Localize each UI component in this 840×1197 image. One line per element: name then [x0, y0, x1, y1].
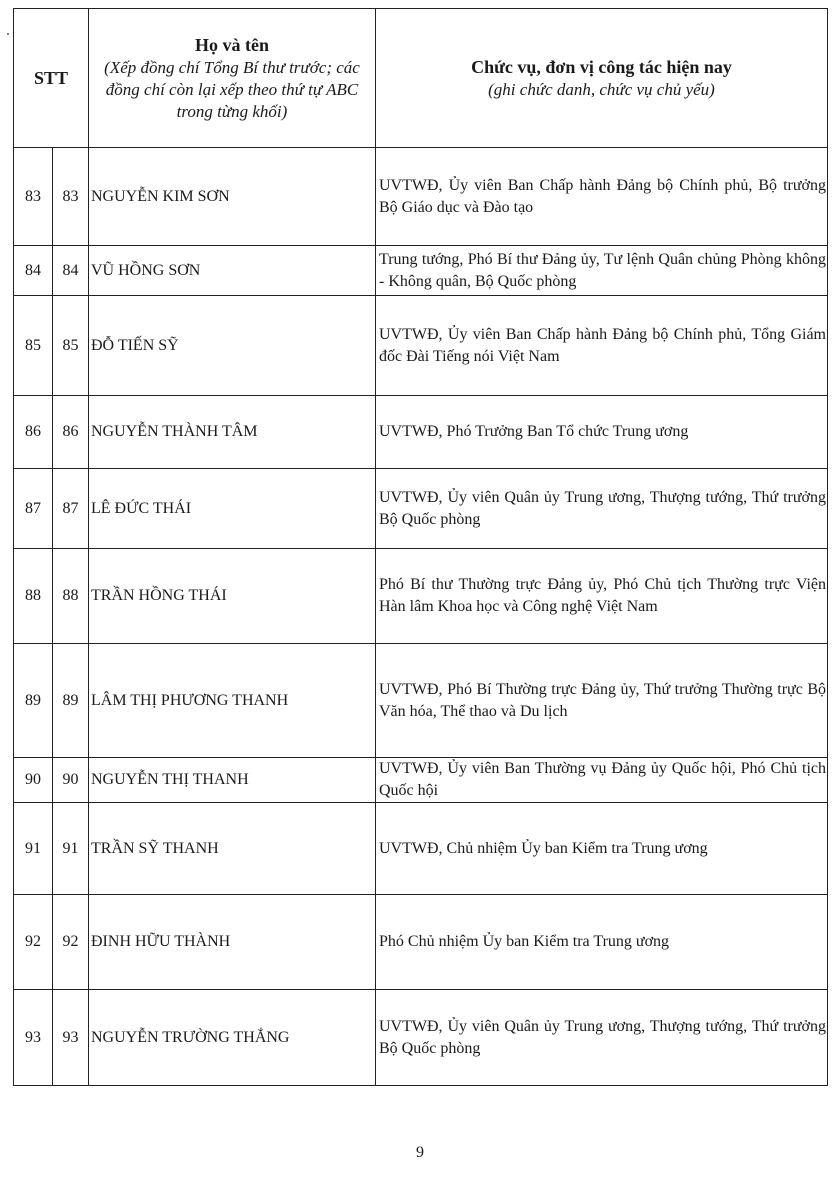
row-sub-index: 85: [53, 296, 89, 396]
person-name: TRẦN SỸ THANH: [89, 803, 376, 895]
person-position: Trung tướng, Phó Bí thư Đảng ủy, Tư lệnh Quân chủng Phòng không - Không quân, Bộ Quốc phòng: [376, 246, 828, 296]
row-index: 87: [14, 469, 53, 549]
person-name: LÊ ĐỨC THÁI: [89, 469, 376, 549]
row-sub-index: 93: [53, 990, 89, 1086]
row-sub-index: 83: [53, 148, 89, 246]
person-name: ĐINH HỮU THÀNH: [89, 895, 376, 990]
row-sub-index: 84: [53, 246, 89, 296]
header-stt: STT: [14, 9, 89, 148]
person-name: NGUYỄN KIM SƠN: [89, 148, 376, 246]
row-sub-index: 86: [53, 396, 89, 469]
row-sub-index: 90: [53, 758, 89, 803]
row-sub-index: 92: [53, 895, 89, 990]
row-index: 92: [14, 895, 53, 990]
header-name-note: (Xếp đồng chí Tổng Bí thư trước; các đồng chí còn lại xếp theo thứ tự ABC trong từng khối): [104, 58, 360, 121]
table-row: [14, 549, 828, 644]
row-sub-index: 88: [53, 549, 89, 644]
table-row: [14, 895, 828, 990]
person-position: Phó Chủ nhiệm Ủy ban Kiểm tra Trung ương: [376, 895, 828, 990]
row-index: 84: [14, 246, 53, 296]
table-row: [14, 396, 828, 469]
person-position: UVTWĐ, Ủy viên Quân ủy Trung ương, Thượng tướng, Thứ trưởng Bộ Quốc phòng: [376, 469, 828, 549]
table-row: [14, 148, 828, 246]
header-position: [376, 9, 828, 148]
row-index: 88: [14, 549, 53, 644]
person-name: NGUYỄN TRƯỜNG THẮNG: [89, 990, 376, 1086]
table-row: [14, 758, 828, 803]
table-row: [14, 990, 828, 1086]
person-position: UVTWĐ, Phó Bí Thường trực Đảng ủy, Thứ trưởng Thường trực Bộ Văn hóa, Thể thao và Du lịch: [376, 644, 828, 758]
person-position: UVTWĐ, Ủy viên Ban Thường vụ Đảng ủy Quốc hội, Phó Chủ tịch Quốc hội: [376, 758, 828, 803]
person-position: UVTWĐ, Chủ nhiệm Ủy ban Kiểm tra Trung ương: [376, 803, 828, 895]
row-sub-index: 89: [53, 644, 89, 758]
person-name: ĐỖ TIẾN SỸ: [89, 296, 376, 396]
row-index: 93: [14, 990, 53, 1086]
table-row: [14, 296, 828, 396]
row-index: 90: [14, 758, 53, 803]
person-name: NGUYỄN THỊ THANH: [89, 758, 376, 803]
table-row: [14, 246, 828, 296]
person-name: NGUYỄN THÀNH TÂM: [89, 396, 376, 469]
table-row: [14, 803, 828, 895]
table-header-row: [14, 9, 828, 148]
row-sub-index: 87: [53, 469, 89, 549]
person-position: UVTWĐ, Ủy viên Quân ủy Trung ương, Thượng tướng, Thứ trưởng Bộ Quốc phòng: [376, 990, 828, 1086]
person-name: LÂM THỊ PHƯƠNG THANH: [89, 644, 376, 758]
person-position: UVTWĐ, Ủy viên Ban Chấp hành Đảng bộ Chính phủ, Bộ trưởng Bộ Giáo dục và Đào tạo: [376, 148, 828, 246]
person-position: Phó Bí thư Thường trực Đảng ủy, Phó Chủ tịch Thường trực Viện Hàn lâm Khoa học và Công nghệ Việt Nam: [376, 549, 828, 644]
row-index: 85: [14, 296, 53, 396]
row-sub-index: 91: [53, 803, 89, 895]
row-index: 86: [14, 396, 53, 469]
row-index: 89: [14, 644, 53, 758]
row-index: 91: [14, 803, 53, 895]
table-row: [14, 644, 828, 758]
header-position-title: Chức vụ, đơn vị công tác hiện nay: [471, 57, 732, 77]
header-position-note: (ghi chức danh, chức vụ chủ yếu): [488, 80, 715, 99]
person-name: TRẦN HỒNG THÁI: [89, 549, 376, 644]
page-number: 9: [416, 1144, 424, 1161]
person-position: UVTWĐ, Ủy viên Ban Chấp hành Đảng bộ Chính phủ, Tổng Giám đốc Đài Tiếng nói Việt Nam: [376, 296, 828, 396]
scan-speck: [7, 33, 9, 35]
person-name: VŨ HỒNG SƠN: [89, 246, 376, 296]
person-position: UVTWĐ, Phó Trưởng Ban Tổ chức Trung ương: [376, 396, 828, 469]
header-name: [89, 9, 376, 148]
header-name-title: Họ và tên: [195, 35, 269, 55]
personnel-table: [13, 8, 828, 1086]
row-index: 83: [14, 148, 53, 246]
table-row: [14, 469, 828, 549]
